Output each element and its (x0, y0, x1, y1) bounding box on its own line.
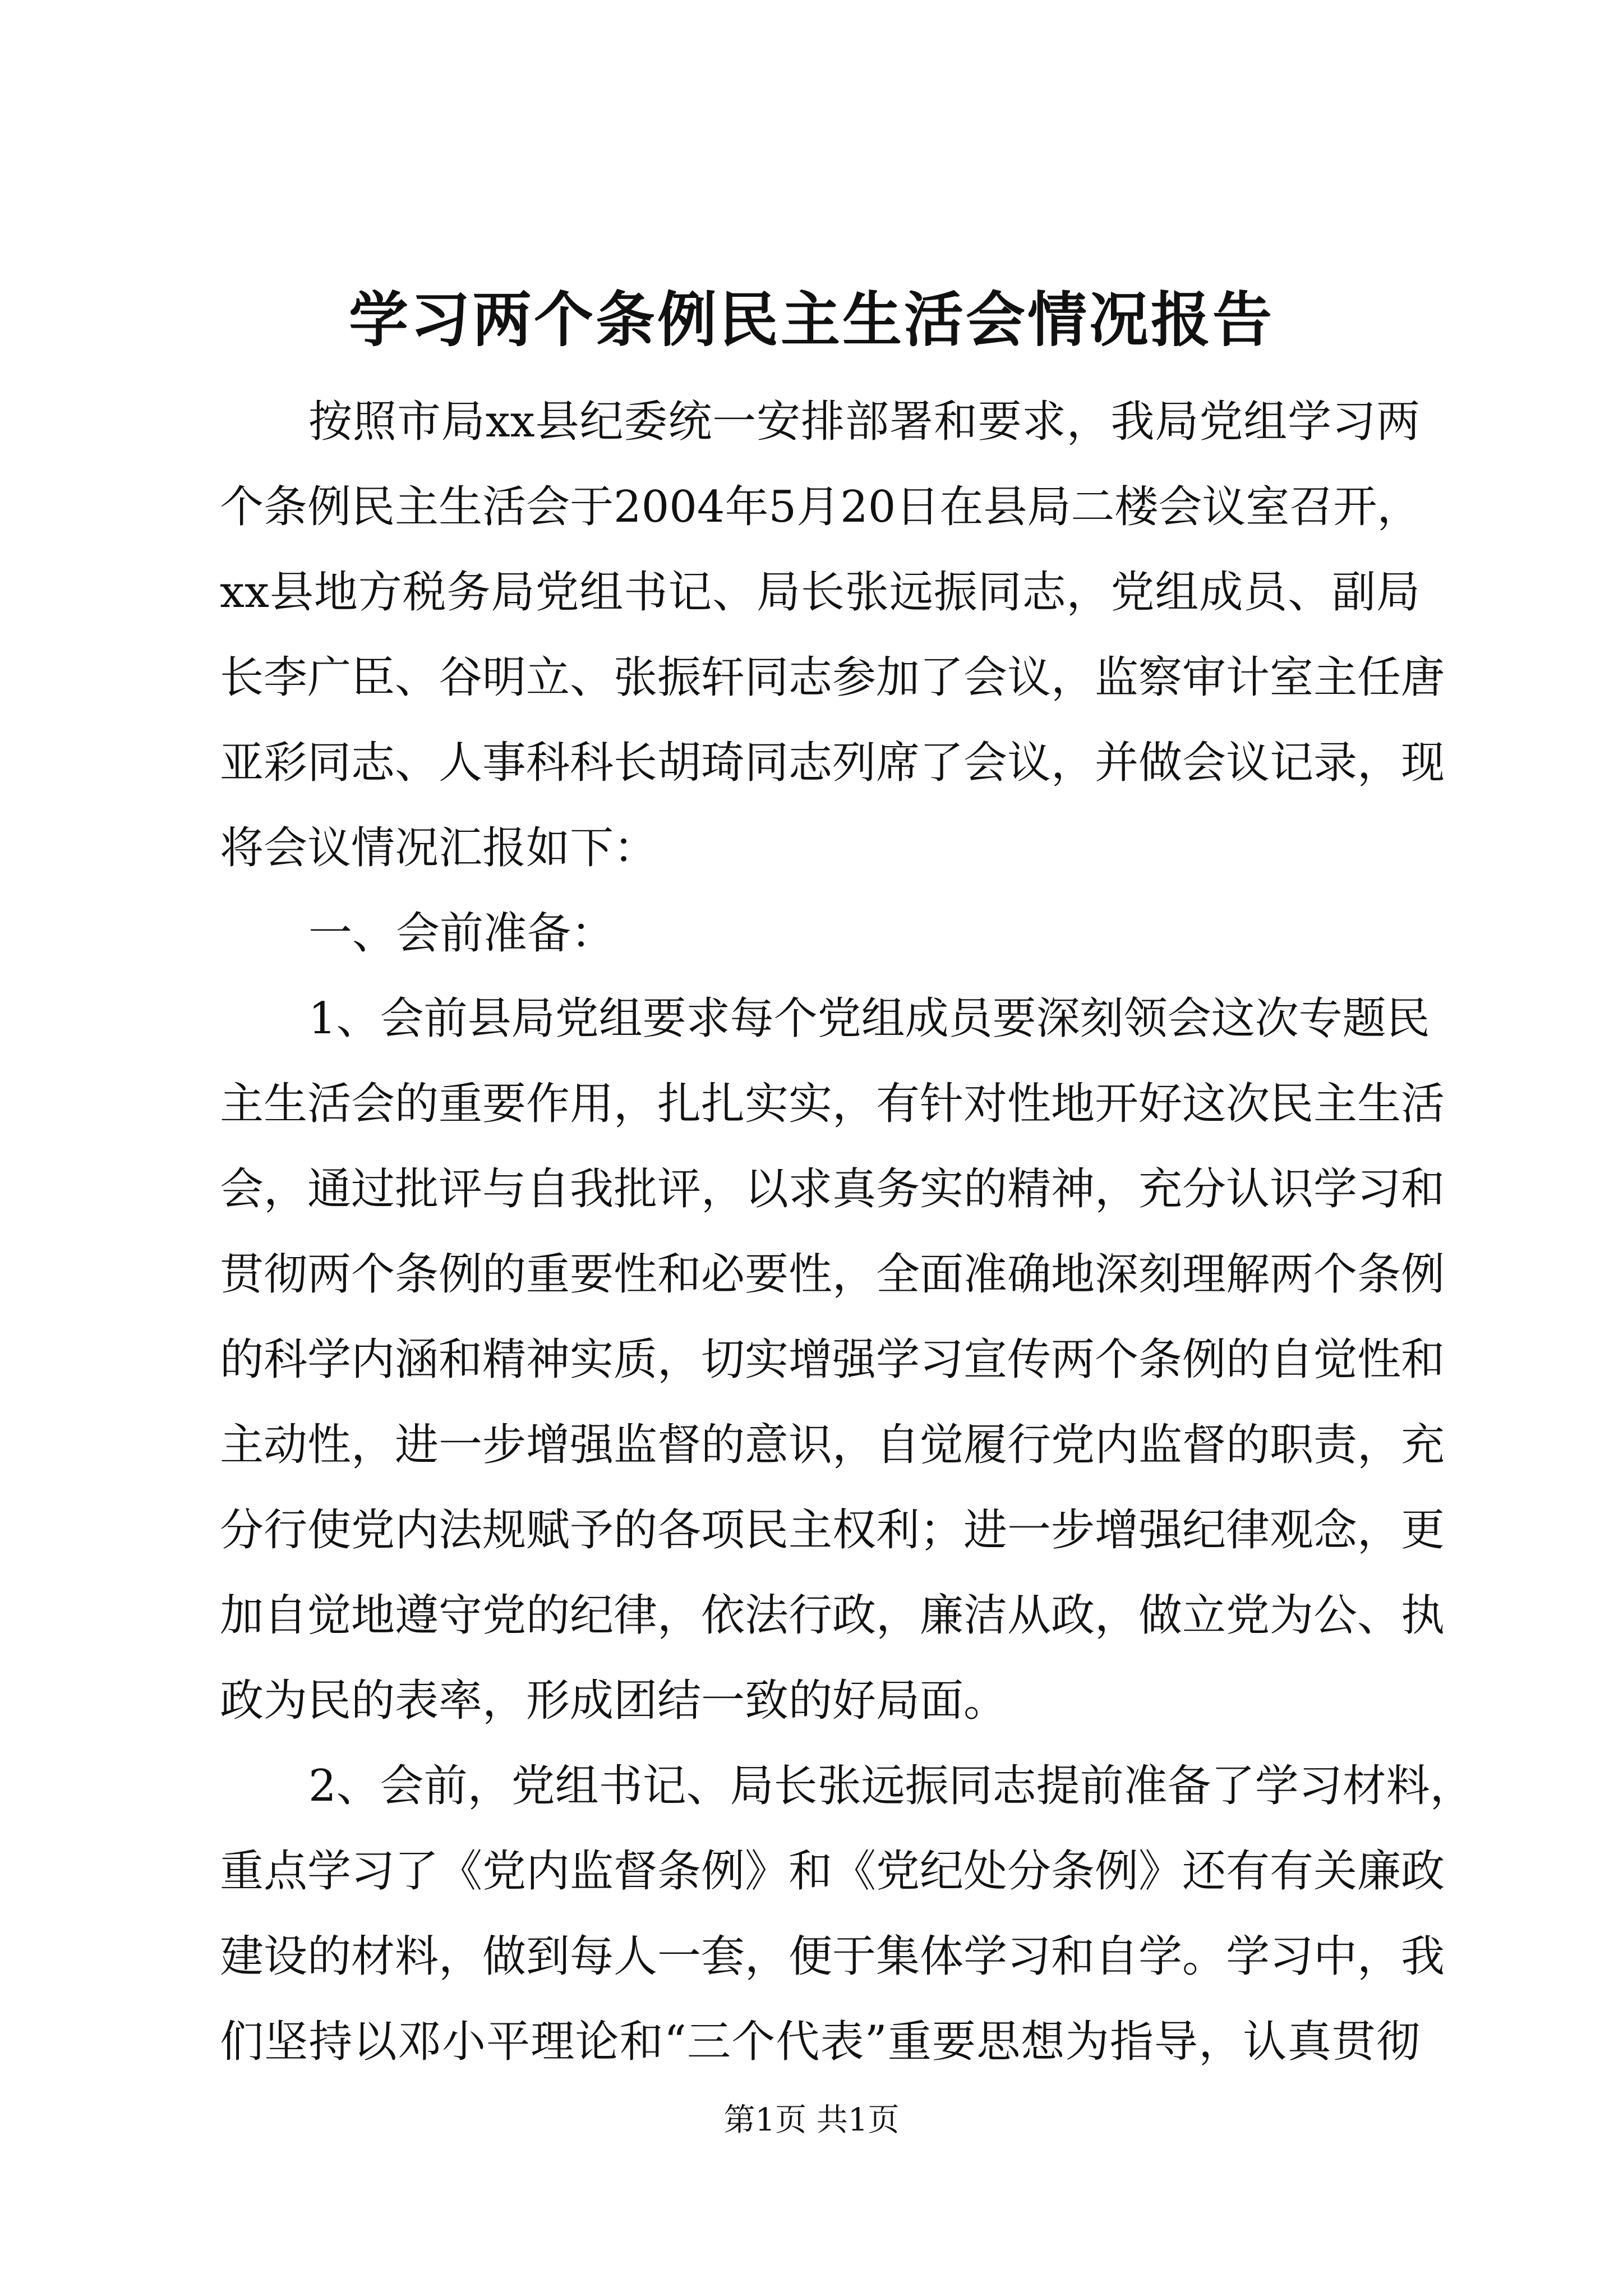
paragraph-one-line-2: 主生活会的重要作用，扎扎实实，有针对性地开好这次民主生活 (220, 1079, 1445, 1129)
page-title: 学习两个条例民主生活会情况报告 (349, 284, 1274, 355)
document-body (220, 379, 1474, 2085)
paragraph-one-line-4: 贯彻两个条例的重要性和必要性，全面准确地深刻理解两个条例 (220, 1249, 1445, 1300)
paragraph-one-line-8: 加自觉地遵守党的纪律，依法行政，廉洁从政，做立党为公、执 (220, 1590, 1445, 1641)
page-footer: 第1页 共1页 (723, 2102, 900, 2138)
paragraph-one-line-9: 政为民的表率，形成团结一致的好局面。 (220, 1676, 1008, 1726)
paragraph-intro-line-3: xx县地方税务局党组书记、局长张远振同志，党组成员、副局 (220, 567, 1420, 618)
paragraph-one-line-6: 主动性，进一步增强监督的意识，自觉履行党内监督的职责，充 (220, 1420, 1445, 1470)
paragraph-intro-line-4: 长李广臣、谷明立、张振轩同志参加了会议，监察审计室主任唐 (220, 652, 1445, 703)
paragraph-two-line-3: 建设的材料，做到每人一套，便于集体学习和自学。学习中，我 (220, 1931, 1445, 1982)
paragraph-intro-line-1: 按照市局xx县纪委统一安排部署和要求，我局党组学习两 (308, 397, 1420, 447)
paragraph-two-line-4: 们坚持以邓小平理论和“三个代表”重要思想为指导，认真贯彻 (220, 2017, 1420, 2067)
paragraph-one-line-7: 分行使党内法规赋予的各项民主权利；进一步增强纪律观念，更 (220, 1505, 1445, 1556)
paragraph-one-line-5: 的科学内涵和精神实质，切实增强学习宣传两个条例的自觉性和 (220, 1335, 1445, 1385)
paragraph-intro-line-5: 亚彩同志、人事科科长胡琦同志列席了会议，并做会议记录，现 (220, 738, 1445, 788)
paragraph-two-line-2: 重点学习了《党内监督条例》和《党纪处分条例》还有有关廉政 (220, 1846, 1445, 1897)
paragraph-one-line-1: 1、会前县局党组要求每个党组成员要深刻领会这次专题民 (308, 993, 1430, 1044)
paragraph-intro-line-6: 将会议情况汇报如下： (220, 823, 658, 873)
section-heading: 一、会前准备： (308, 908, 615, 959)
paragraph-one-line-3: 会，通过批评与自我批评，以求真务实的精神，充分认识学习和 (220, 1164, 1445, 1214)
paragraph-two-line-1: 2、会前，党组书记、局长张远振同志提前准备了学习材料， (308, 1761, 1474, 1811)
paragraph-intro-line-2: 个条例民主生活会于2004年5月20日在县局二楼会议室召开， (220, 482, 1421, 532)
